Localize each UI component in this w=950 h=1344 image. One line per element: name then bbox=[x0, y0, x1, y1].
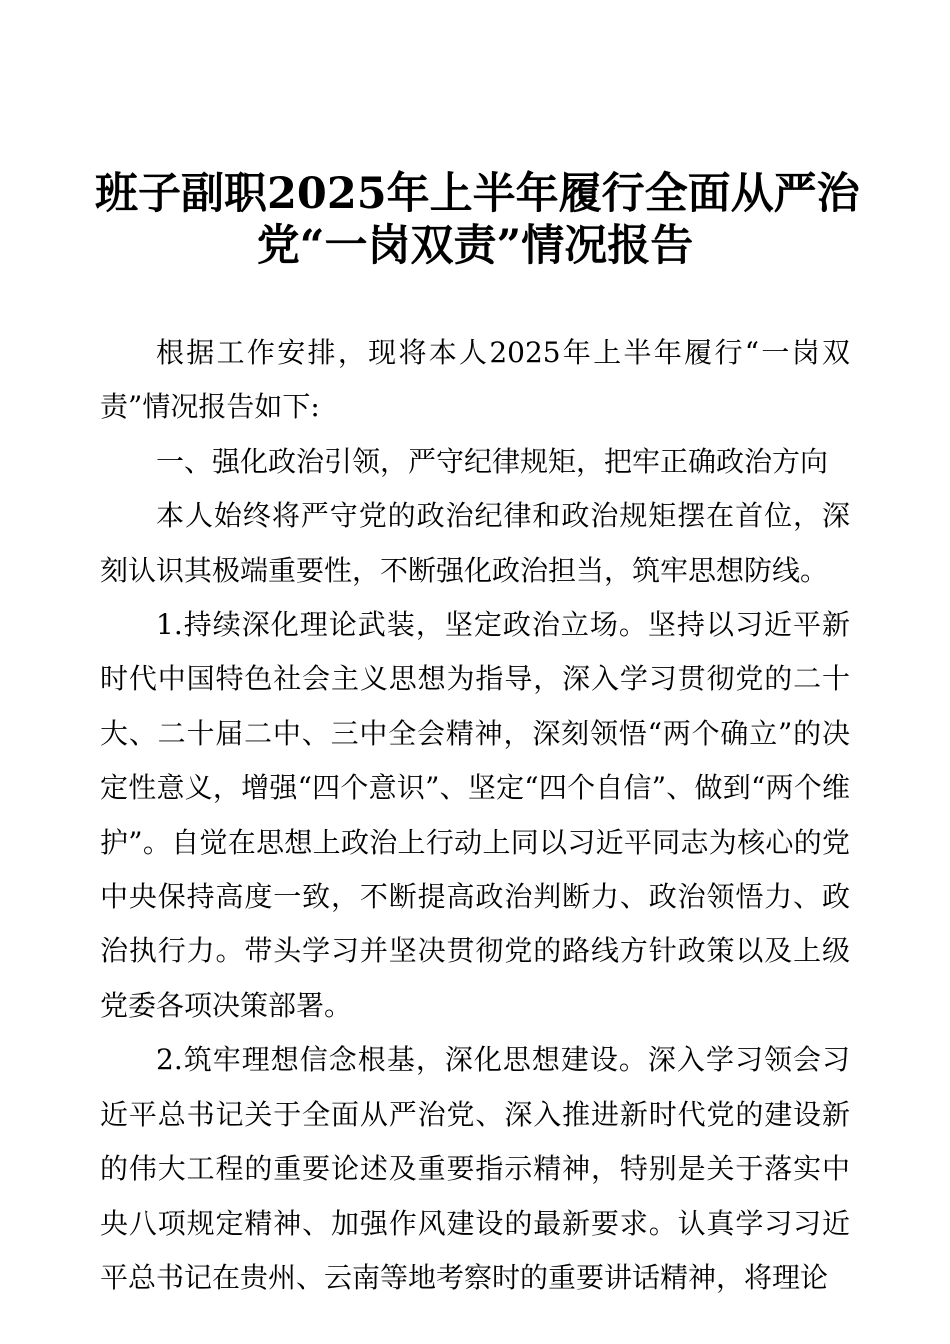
item-2-paragraph: 2.筑牢理想信念根基，深化思想建设。深入学习领会习近平总书记关于全面从严治党、深入推进新时代党的建设新的伟大工程的重要论述及重要指示精神，特别是关于落实中央八项规定精神、加强作风建设的最新要求。认真学习习近平总书记在贵州、云南等地考察时的重要讲话精神，将理论 bbox=[100, 1043, 850, 1294]
intro-paragraph: 根据工作安排，现将本人2025年上半年履行“一岗双责”情况报告如下: bbox=[100, 336, 850, 424]
document-body bbox=[100, 326, 850, 1305]
section-1-paragraph: 本人始终将严守党的政治纪律和政治规矩摆在首位，深刻认识其极端重要性，不断强化政治担当，筑牢思想防线。 bbox=[100, 499, 850, 587]
item-1-paragraph: 1.持续深化理论武装，坚定政治立场。坚持以习近平新时代中国特色社会主义思想为指导，深入学习贯彻党的二十大、二十届二中、三中全会精神，深刻领悟“两个确立”的决定性意义，增强“四个意识”、坚定“四个自信”、做到“两个维护”。自觉在思想上政治上行动上同以习近平同志为核心的党中央保持高度一致，不断提高政治判断力、政治领悟力、政治执行力。带头学习并坚决贯彻党的路线方针政策以及上级党委各项决策部署。 bbox=[100, 608, 850, 1022]
title-line-1: 班子副职2025年上半年履行全面从严治 bbox=[95, 169, 860, 219]
section-heading-1: 一、强化政治引领，严守纪律规矩，把牢正确政治方向 bbox=[156, 444, 829, 478]
title-line-2: 党“一岗双责”情况报告 bbox=[256, 221, 694, 271]
document-title bbox=[95, 168, 860, 272]
